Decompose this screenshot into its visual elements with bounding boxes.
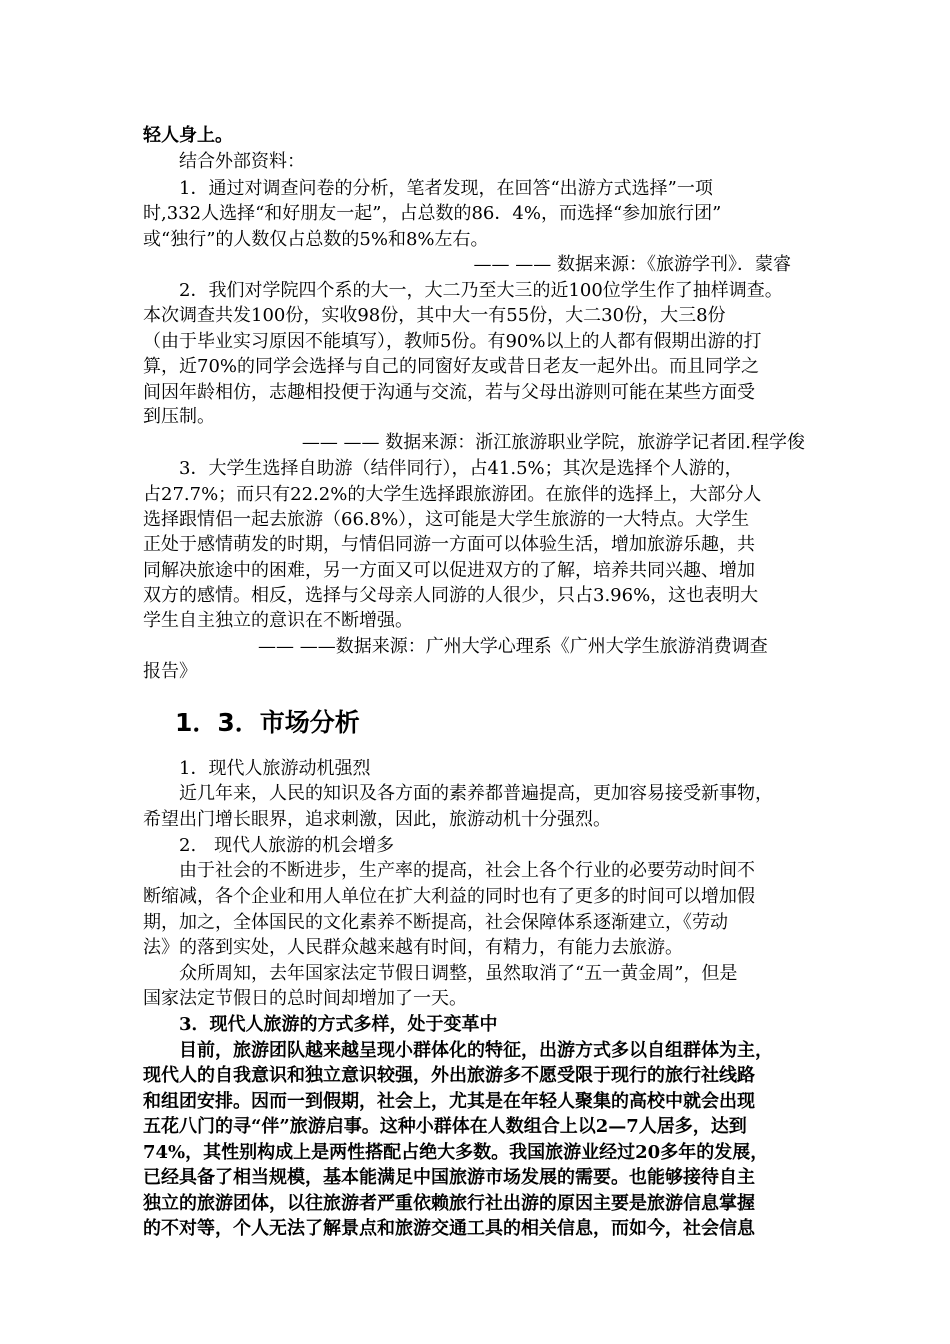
- list-item: 2. 现代人旅游的机会增多: [143, 835, 395, 856]
- paragraph-line: 轻人身上。: [143, 125, 233, 146]
- paragraph-line: 本次调查共发100份，实收98份，其中大一有55份，大二30份，大三8份: [143, 305, 726, 326]
- paragraph-line: 2．我们对学院四个系的大一，大二乃至大三的近100位学生作了抽样调查。: [143, 280, 783, 301]
- source-citation: —— —— 数据来源：浙江旅游职业学院，旅游学记者团.程学俊: [301, 432, 805, 453]
- paragraph-line: 众所周知，去年国家法定节假日调整，虽然取消了“五一黄金周”，但是: [143, 963, 738, 984]
- paragraph-line: 和组团安排。因而一到假期，社会上，尤其是在年轻人聚集的高校中就会出现: [143, 1091, 755, 1112]
- paragraph-line: 报告》: [143, 661, 197, 682]
- section-heading: 1．3．市场分析: [175, 708, 360, 737]
- paragraph-line: 正处于感情萌发的时期，与情侣同游一方面可以体验生活，增加旅游乐趣，共: [143, 534, 755, 555]
- paragraph-line: 法》的落到实处，人民群众越来越有时间，有精力，有能力去旅游。: [143, 937, 683, 958]
- list-item: 3．现代人旅游的方式多样，处于变革中: [143, 1014, 498, 1035]
- paragraph-line: 学生自主独立的意识在不断增强。: [143, 610, 413, 631]
- paragraph-line: 国家法定节假日的总时间却增加了一天。: [143, 988, 467, 1009]
- paragraph-line: 到压制。: [143, 406, 215, 427]
- paragraph-line: 双方的感情。相反，选择与父母亲人同游的人很少，只占3.96%，这也表明大: [143, 585, 759, 606]
- paragraph-line: 独立的旅游团体，以往旅游者严重依赖旅行社出游的原因主要是旅游信息掌握: [143, 1193, 755, 1214]
- paragraph-line: 算，近70%的同学会选择与自己的同窗好友或昔日老友一起外出。而且同学之: [143, 356, 760, 377]
- paragraph-line: （由于毕业实习原因不能填写），教师5份。有90%以上的人都有假期出游的打: [143, 331, 762, 352]
- paragraph-line: 74%，其性别构成上是两性搭配占绝大多数。我国旅游业经过20多年的发展，: [143, 1142, 769, 1163]
- list-item: 1．现代人旅游动机强烈: [143, 758, 371, 779]
- paragraph-line: 间因年龄相仿，志趣相投便于沟通与交流，若与父母出游则可能在某些方面受: [143, 382, 755, 403]
- paragraph-line: 3．大学生选择自助游（结伴同行），占41.5%；其次是选择个人游的，: [143, 458, 743, 479]
- paragraph-line: 或“独行”的人数仅占总数的5%和8%左右。: [143, 229, 489, 250]
- paragraph-line: 已经具备了相当规模，基本能满足中国旅游市场发展的需要。也能够接待自主: [143, 1167, 755, 1188]
- paragraph-line: 期，加之，全体国民的文化素养不断提高，社会保障体系逐渐建立，《劳动: [143, 912, 728, 933]
- paragraph-line: 近几年来，人民的知识及各方面的素养都普遍提高，更加容易接受新事物，: [143, 783, 773, 804]
- paragraph-line: 同解决旅途中的困难，另一方面又可以促进双方的了解，培养共同兴趣、增加: [143, 560, 755, 581]
- paragraph-line: 目前，旅游团队越来越呈现小群体化的特征，出游方式多以自组群体为主，: [143, 1040, 773, 1061]
- paragraph-line: 的不对等，个人无法了解景点和旅游交通工具的相关信息，而如今，社会信息: [143, 1218, 755, 1239]
- paragraph-line: 1．通过对调查问卷的分析，笔者发现，在回答“出游方式选择”一项: [143, 178, 713, 199]
- paragraph-line: 现代人的自我意识和独立意识较强，外出旅游多不愿受限于现行的旅行社线路: [143, 1065, 755, 1086]
- paragraph-line: 选择跟情侣一起去旅游（66.8%），这可能是大学生旅游的一大特点。大学生: [143, 509, 750, 530]
- paragraph-line: 占27.7%；而只有22.2%的大学生选择跟旅游团。在旅伴的选择上，大部分人: [143, 484, 762, 505]
- paragraph-line: 断缩减，各个企业和用人单位在扩大利益的同时也有了更多的时间可以增加假: [143, 886, 755, 907]
- paragraph-line: 时,332人选择“和好朋友一起”，占总数的86．4%，而选择“参加旅行团”: [143, 203, 722, 224]
- source-citation: —— ——数据来源：广州大学心理系《广州大学生旅游消费调查: [258, 636, 768, 657]
- paragraph-line: 希望出门增长眼界，追求刺激，因此，旅游动机十分强烈。: [143, 809, 611, 830]
- paragraph-line: 五花八门的寻“伴”旅游启事。这种小群体在人数组合上以2—7人居多，达到: [143, 1116, 747, 1137]
- paragraph-line: 由于社会的不断进步，生产率的提高，社会上各个行业的必要劳动时间不: [143, 860, 755, 881]
- paragraph-line: 结合外部资料：: [143, 151, 305, 172]
- source-citation: —— —— 数据来源：《旅游学刊》．蒙睿: [473, 254, 791, 275]
